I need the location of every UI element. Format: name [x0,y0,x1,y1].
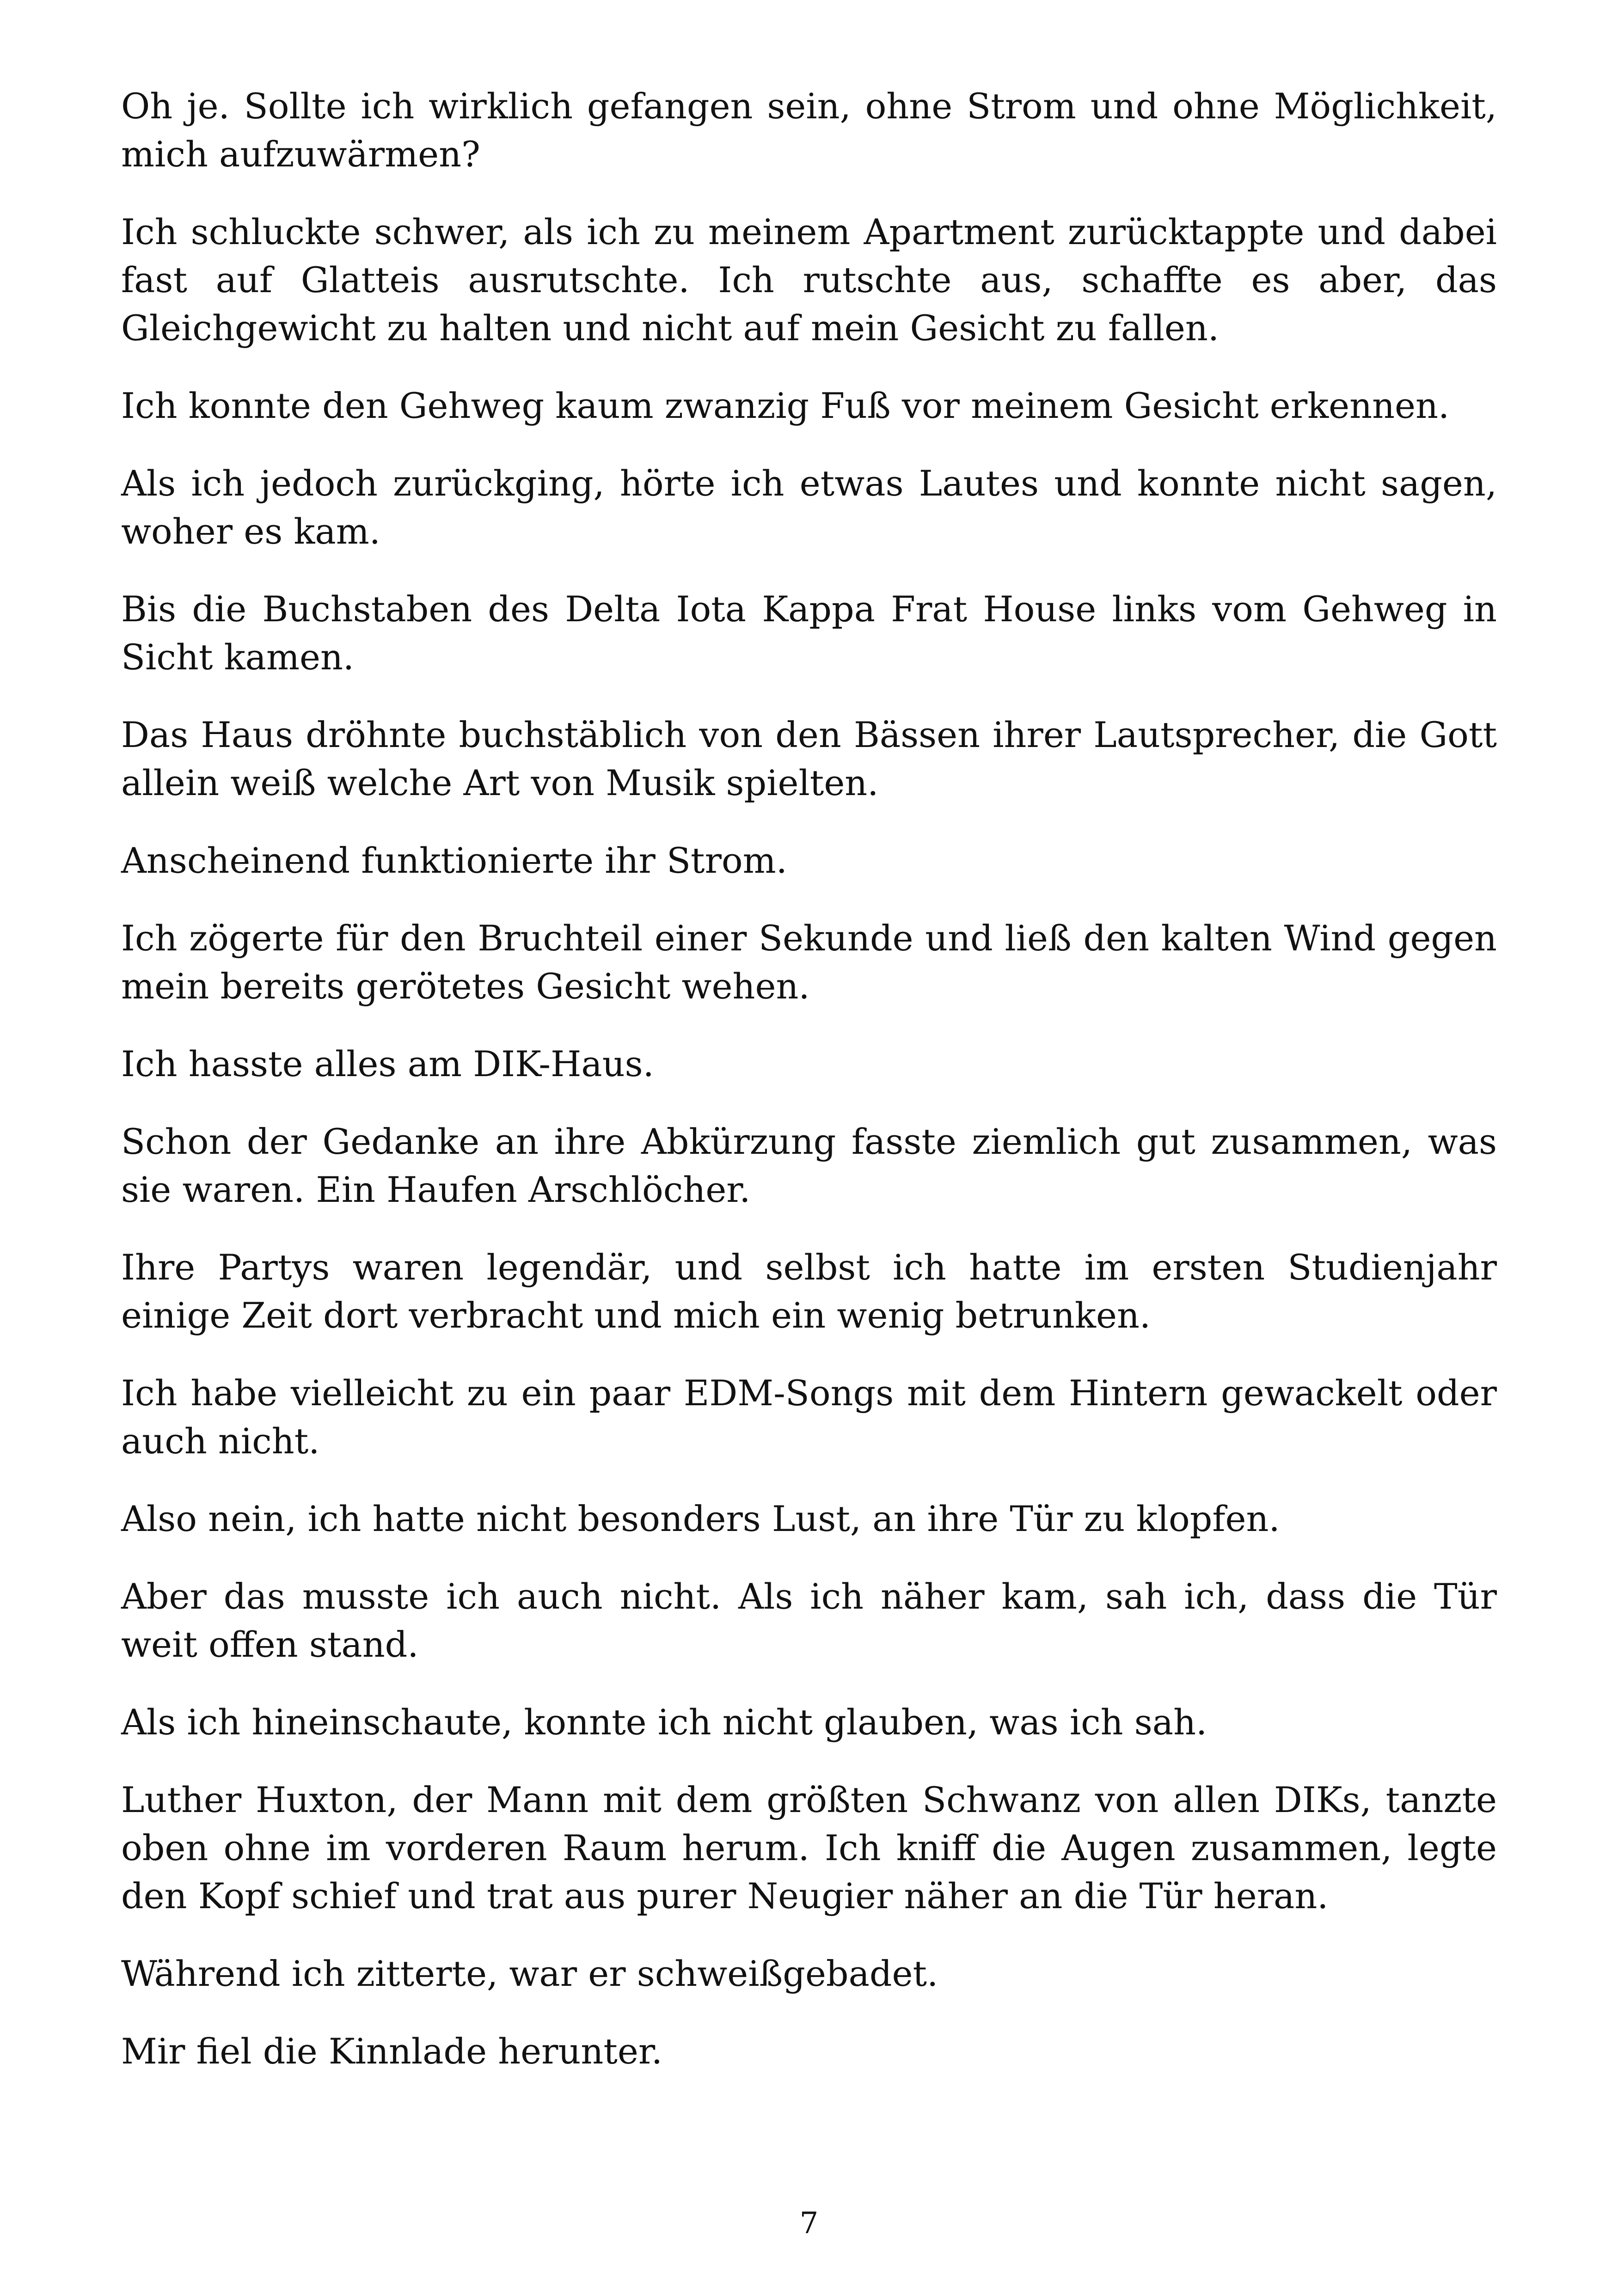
paragraph-5: Bis die Buchstaben des Delta Iota Kappa Frat House links vom Gehweg in Sicht kamen. [121,588,1497,678]
paragraph-14: Aber das musste ich auch nicht. Als ich näher kam, sah ich, dass die Tür weit offen stand. [121,1576,1497,1665]
paragraph-17: Während ich zitterte, war er schweißgebadet. [121,1953,938,1994]
paragraph-7: Anscheinend funktionierte ihr Strom. [121,840,787,881]
paragraph-18: Mir fiel die Kinnlade herunter. [121,2031,663,2072]
paragraph-10: Schon der Gedanke an ihre Abkürzung fasste ziemlich gut zusammen, was sie waren. Ein Haufen Arschlöcher. [121,1121,1497,1210]
paragraph-12: Ich habe vielleicht zu ein paar EDM-Songs mit dem Hintern gewackelt oder auch nicht. [121,1372,1497,1462]
paragraph-2: Ich schluckte schwer, als ich zu meinem Apartment zurücktappte und dabei fast auf Glatteis ausrutschte. Ich rutschte aus, schaffte es aber, das Gleichgewicht zu halten und nicht auf mein Gesicht zu fallen. [121,211,1497,349]
paragraph-15: Als ich hineinschaute, konnte ich nicht glauben, was ich sah. [121,1702,1207,1743]
paragraph-9: Ich hasste alles am DIK-Haus. [121,1043,654,1084]
page-number: 7 [799,2206,819,2241]
paragraph-13: Also nein, ich hatte nicht besonders Lust, an ihre Tür zu klopfen. [121,1498,1280,1539]
document-body [121,82,1497,2105]
paragraph-8: Ich zögerte für den Bruchteil einer Sekunde und ließ den kalten Wind gegen mein bereits gerötetes Gesicht wehen. [121,918,1497,1007]
paragraph-6: Das Haus dröhnte buchstäblich von den Bässen ihrer Lautsprecher, die Gott allein weiß welche Art von Musik spielten. [121,714,1497,803]
paragraph-4: Als ich jedoch zurückging, hörte ich etwas Lautes und konnte nicht sagen, woher es kam. [121,463,1497,552]
paragraph-16: Luther Huxton, der Mann mit dem größten Schwanz von allen DIKs, tanzte oben ohne im vorderen Raum herum. Ich kniff die Augen zusammen, legte den Kopf schief und trat aus purer Neugier näher an die Tür heran. [121,1779,1497,1916]
paragraph-3: Ich konnte den Gehweg kaum zwanzig Fuß vor meinem Gesicht erkennen. [121,385,1450,426]
paragraph-11: Ihre Partys waren legendär, und selbst ich hatte im ersten Studienjahr einige Zeit dort verbracht und mich ein wenig betrunken. [121,1247,1497,1336]
paragraph-1: Oh je. Sollte ich wirklich gefangen sein, ohne Strom und ohne Möglichkeit, mich aufzuwärmen? [121,86,1497,175]
